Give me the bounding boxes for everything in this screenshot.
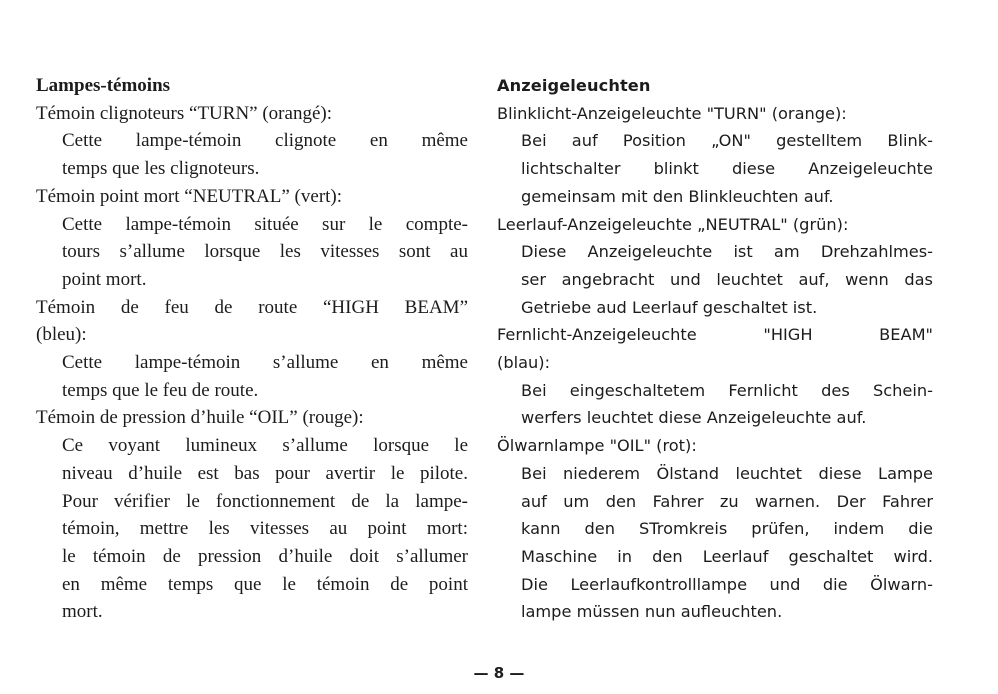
french-neutral-line: Cette lampe-témoin située sur le compte- [62,213,468,235]
french-oil-line: niveau d’huile est bas pour avertir le pilote. [62,462,468,484]
german-oil-heading: Ölwarnlampe "OIL" (rot): [497,436,697,456]
german-neutral-line: ser angebracht und leuchtet auf, wenn das [521,269,933,289]
german-highbeam-heading: Fernlicht-Anzeigeleuchte "HIGH BEAM" [497,325,933,345]
german-oil-line: Bei niederem Ölstand leuchtet diese Lampe [521,463,933,483]
german-highbeam-line: Bei eingeschaltetem Fernlicht des Schein- [521,380,933,400]
german-neutral-heading: Leerlauf-Anzeigeleuchte „NEUTRAL" (grün): [497,214,849,234]
french-turn-line: Cette lampe-témoin clignote en même [62,130,468,152]
french-highbeam-heading: Témoin de feu de route “HIGH BEAM” [36,296,468,318]
page-number: — 8 — [473,664,525,682]
french-oil-heading: Témoin de pression d’huile “OIL” (rouge): [36,407,364,429]
french-highbeam-line: Cette lampe-témoin s’allume en même [62,352,468,374]
french-oil-line: Ce voyant lumineux s’allume lorsque le [62,435,468,457]
french-oil-line: en même temps que le témoin de point [62,573,468,595]
french-neutral-heading: Témoin point mort “NEUTRAL” (vert): [36,185,343,207]
german-turn-line: lichtschalter blinkt diese Anzeigeleuchte [521,159,933,179]
french-turn-heading: Témoin clignoteurs “TURN” (orangé): [36,102,332,124]
german-neutral-line: Getriebe aud Leerlauf geschaltet ist. [521,297,818,317]
german-oil-line: Maschine in den Leerlauf geschaltet wird. [521,546,933,566]
french-oil-line: témoin, mettre les vitesses au point mort: [62,518,468,540]
german-highbeam-heading-cont: (blau): [497,353,551,373]
french-neutral-line: tours s’allume lorsque les vitesses sont au [62,241,468,263]
german-oil-line: lampe müssen nun aufleuchten. [521,602,783,622]
german-turn-heading: Blinklicht-Anzeigeleuchte "TURN" (orange): [497,103,847,123]
french-highbeam-line: temps que le feu de route. [62,379,259,401]
french-oil-line: Pour vérifier le fonctionnement de la lampe- [62,490,468,512]
german-oil-line: auf um den Fahrer zu warnen. Der Fahrer [521,491,933,511]
french-neutral-line: point mort. [62,268,147,290]
french-column [36,72,468,626]
german-highbeam-line: werfers leuchtet diese Anzeigeleuchte auf. [521,408,867,428]
german-oil-line: kann den STromkreis prüfen, indem die [521,519,933,539]
german-turn-line: Bei auf Position „ON" gestelltem Blink- [521,131,933,151]
french-title: Lampes-témoins [36,75,171,96]
german-title: Anzeigeleuchten [497,76,651,95]
french-highbeam-heading-cont: (bleu): [36,324,87,346]
german-column [497,72,933,626]
german-turn-line: gemeinsam mit den Blinkleuchten auf. [521,186,834,206]
french-turn-line: temps que les clignoteurs. [62,158,260,180]
french-oil-line: mort. [62,601,103,623]
french-oil-line: le témoin de pression d’huile doit s’allumer [62,545,468,567]
german-oil-line: Die Leerlaufkontrolllampe und die Ölwarn- [521,574,933,594]
german-neutral-line: Diese Anzeigeleuchte ist am Drehzahlmes- [521,242,933,262]
